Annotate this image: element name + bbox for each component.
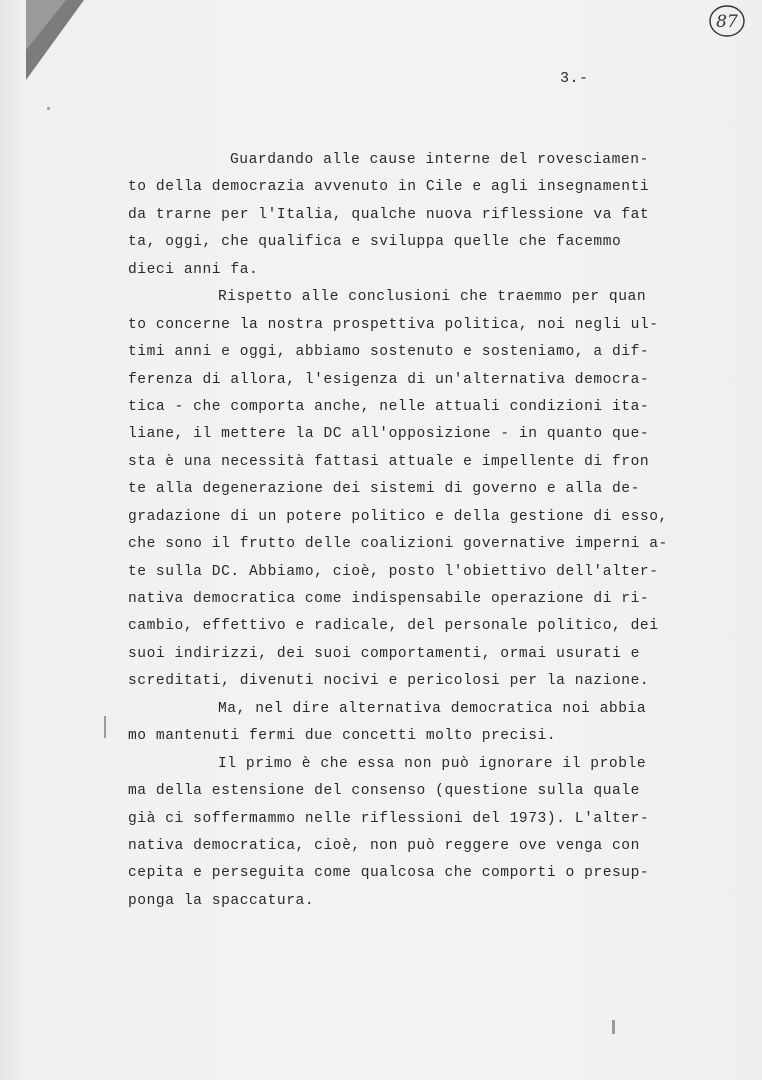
text-line: Ma, nel dire alternativa democratica noi abbia [218, 700, 647, 717]
text-line: timi anni e oggi, abbiamo sostenuto e sosteniamo, a dif- [128, 344, 650, 361]
text-line: che sono il frutto delle coalizioni governative imperni a- [128, 536, 668, 553]
text-line: cepita e perseguita come qualcosa che comporti o presup- [128, 865, 650, 882]
page-number: 3.- [560, 70, 589, 87]
archive-number-stamp [708, 4, 746, 38]
text-line: screditati, divenuti nocivi e pericolosi per la nazione. [128, 673, 650, 690]
text-line: to della democrazia avvenuto in Cile e agli insegnamenti [128, 179, 650, 196]
text-line: tica - che comporta anche, nelle attuali condizioni ita- [128, 398, 650, 415]
text-line: nativa democratica, cioè, non può reggere ove venga con [128, 837, 640, 854]
text-line: già ci soffermammo nelle riflessioni del 1973). L'alter- [128, 810, 650, 827]
text-line: da trarne per l'Italia, qualche nuova riflessione va fat [128, 206, 650, 223]
text-line: ferenza di allora, l'esigenza di un'alternativa democra- [128, 371, 650, 388]
text-line: to concerne la nostra prospettiva politica, noi negli ul- [128, 316, 659, 333]
text-line: suoi indirizzi, dei suoi comportamenti, ormai usurati e [128, 645, 640, 662]
scan-mark [612, 1020, 615, 1034]
text-line: te sulla DC. Abbiamo, cioè, posto l'obiettivo dell'alter- [128, 563, 659, 580]
text-line: sta è una necessità fattasi attuale e impellente di fron [128, 453, 650, 470]
text-line: gradazione di un potere politico e della gestione di esso, [128, 508, 668, 525]
text-line: ponga la spaccatura. [128, 892, 315, 909]
text-line: nativa democratica come indispensabile operazione di ri- [128, 591, 650, 607]
text-line: mo mantenuti fermi due concetti molto precisi. [128, 728, 557, 745]
text-line: Rispetto alle conclusioni che traemmo per quan [218, 289, 647, 306]
scan-mark [104, 716, 106, 738]
text-line: ma della estensione del consenso (questione sulla quale [128, 783, 640, 800]
archive-number: 87 [716, 12, 738, 32]
text-line: liane, il mettere la DC all'opposizione - in quanto que- [128, 426, 650, 443]
text-line: Guardando alle cause interne del rovesciamen- [230, 152, 649, 168]
letter-body [128, 147, 668, 915]
folded-corner-mark [26, 0, 84, 80]
text-line: ta, oggi, che qualifica e sviluppa quelle che facemmo [128, 234, 622, 251]
text-line: cambio, effettivo e radicale, del personale politico, dei [128, 618, 659, 635]
text-line: dieci anni fa. [128, 261, 259, 278]
text-line: te alla degenerazione dei sistemi di governo e alla de- [128, 481, 640, 498]
scan-mark [47, 107, 50, 110]
text-line: Il primo è che essa non può ignorare il proble [218, 755, 647, 772]
